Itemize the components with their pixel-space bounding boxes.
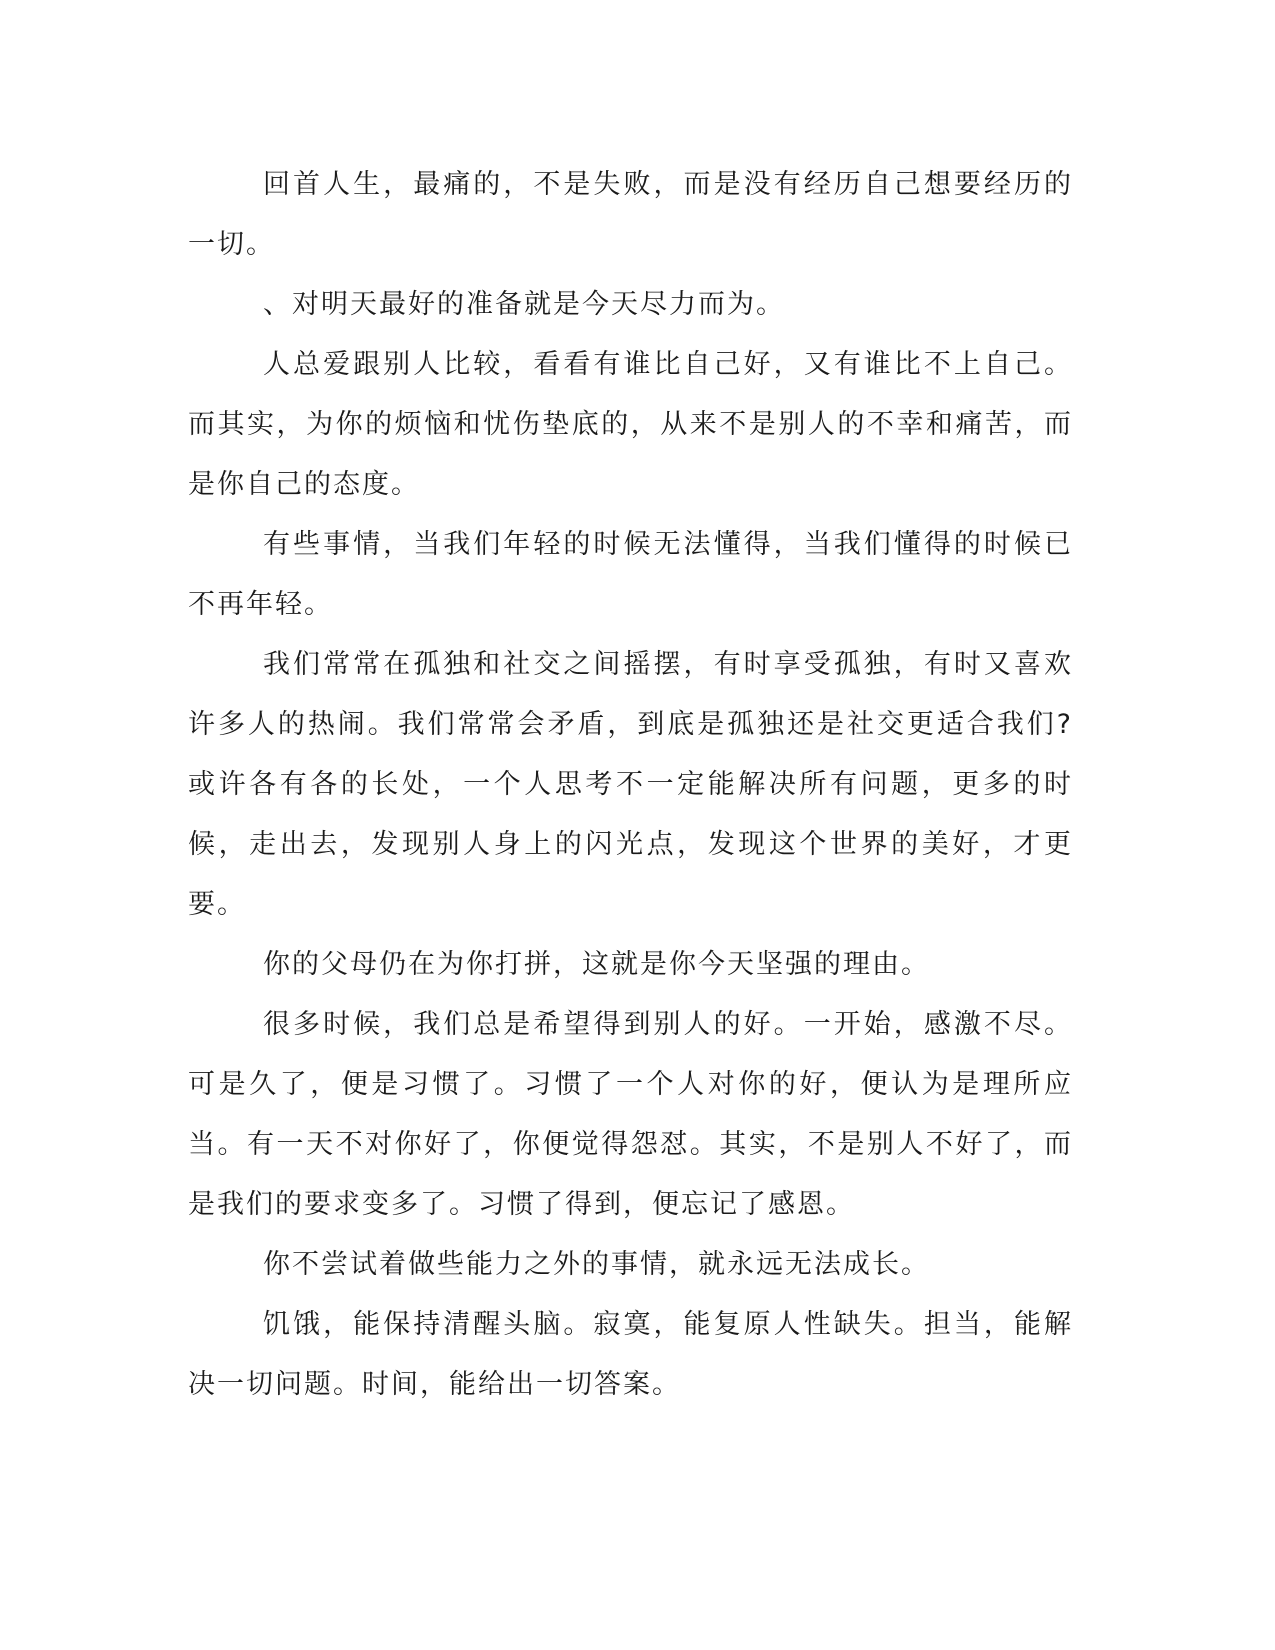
- paragraph: 你的父母仍在为你打拼，这就是你今天坚强的理由。: [263, 949, 930, 980]
- paragraph: 我们常常在孤独和社交之间摇摆，有时享受孤独，有时又喜欢许多人的热闹。我们常常会矛盾，到底是孤独还是社交更适合我们?或许各有各的长处，一个人思考不一定能解决所有问题，更多的时候，走出去，发现别人身上的闪光点，发现这个世界的美好，才更要。: [188, 649, 1073, 920]
- document-body: [188, 155, 1073, 1415]
- paragraph: 饥饿，能保持清醒头脑。寂寞，能复原人性缺失。担当，能解决一切问题。时间，能给出一切答案。: [188, 1309, 1073, 1400]
- paragraph: 、对明天最好的准备就是今天尽力而为。: [263, 289, 785, 320]
- paragraph: 有些事情，当我们年轻的时候无法懂得，当我们懂得的时候已不再年轻。: [188, 529, 1073, 620]
- paragraph: 很多时候，我们总是希望得到别人的好。一开始，感激不尽。可是久了，便是习惯了。习惯了一个人对你的好，便认为是理所应当。有一天不对你好了，你便觉得怨怼。其实，不是别人不好了，而是我们的要求变多了。习惯了得到，便忘记了感恩。: [188, 1009, 1073, 1220]
- paragraph: 人总爱跟别人比较，看看有谁比自己好，又有谁比不上自己。而其实，为你的烦恼和忧伤垫底的，从来不是别人的不幸和痛苦，而是你自己的态度。: [188, 349, 1073, 500]
- paragraph: 你不尝试着做些能力之外的事情，就永远无法成长。: [263, 1249, 930, 1280]
- paragraph: 回首人生，最痛的，不是失败，而是没有经历自己想要经历的一切。: [188, 169, 1073, 260]
